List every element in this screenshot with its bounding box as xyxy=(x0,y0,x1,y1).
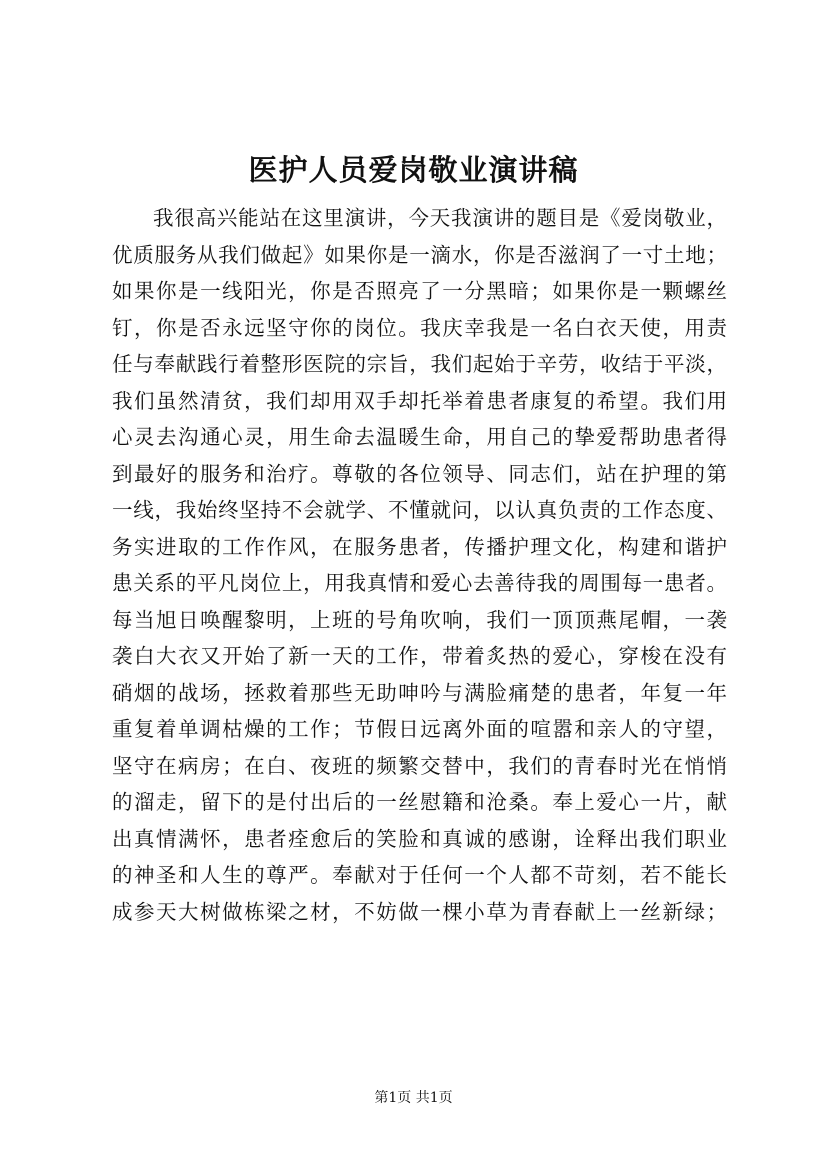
paragraph-line: 患关系的平凡岗位上，用我真情和爱心去善待我的周围每一患者。 xyxy=(112,571,727,595)
paragraph-line: 成参天大树做栋梁之材，不妨做一棵小草为青春献上一丝新绿； xyxy=(112,899,727,924)
paragraph-line: 每当旭日唤醒黎明，上班的号角吹响，我们一顶顶燕尾帽，一袭 xyxy=(112,607,727,632)
paragraph-line: 务实进取的工作作风，在服务患者，传播护理文化，构建和谐护 xyxy=(112,534,727,559)
paragraph-line: 硝烟的战场，拯救着那些无助呻吟与满脸痛楚的患者，年复一年 xyxy=(112,680,727,705)
paragraph-line: 任与奉献践行着整形医院的宗旨，我们起始于辛劳，收结于平淡， xyxy=(112,352,727,376)
paragraph-line: 钉，你是否永远坚守你的岗位。我庆幸我是一名白衣天使，用责 xyxy=(112,315,727,340)
document-body xyxy=(112,200,727,930)
paragraph-line: 坚守在病房；在白、夜班的频繁交替中，我们的青春时光在悄悄 xyxy=(112,753,727,778)
paragraph-line: 的神圣和人生的尊严。奉献对于任何一个人都不苛刻，若不能长 xyxy=(112,863,727,887)
document-title: 医护人员爱岗敬业演讲稿 xyxy=(248,153,579,187)
paragraph-line: 重复着单调枯燥的工作；节假日远离外面的喧嚣和亲人的守望， xyxy=(112,717,727,741)
paragraph-line: 我们虽然清贫，我们却用双手却托举着患者康复的希望。我们用 xyxy=(112,388,727,413)
page-footer: 第1页 共1页 xyxy=(374,1090,453,1106)
paragraph-line: 一线，我始终坚持不会就学、不懂就问，以认真负责的工作态度、 xyxy=(112,498,727,522)
paragraph-line: 心灵去沟通心灵，用生命去温暖生命，用自己的挚爱帮助患者得 xyxy=(112,425,727,449)
paragraph-line: 到最好的服务和治疗。尊敬的各位领导、同志们，站在护理的第 xyxy=(112,461,727,486)
paragraph-line: 的溜走，留下的是付出后的一丝慰籍和沧桑。奉上爱心一片，献 xyxy=(112,790,727,814)
paragraph-line: 优质服务从我们做起》如果你是一滴水，你是否滋润了一寸土地； xyxy=(112,242,727,267)
paragraph-line: 出真情满怀，患者痊愈后的笑脸和真诚的感谢，诠释出我们职业 xyxy=(112,826,727,851)
paragraph-line: 我很高兴能站在这里演讲，今天我演讲的题目是《爱岗敬业， xyxy=(153,206,727,230)
paragraph-line: 袭白大衣又开始了新一天的工作，带着炙热的爱心，穿梭在没有 xyxy=(112,644,727,668)
paragraph-line: 如果你是一线阳光，你是否照亮了一分黑暗；如果你是一颗螺丝 xyxy=(112,279,727,303)
